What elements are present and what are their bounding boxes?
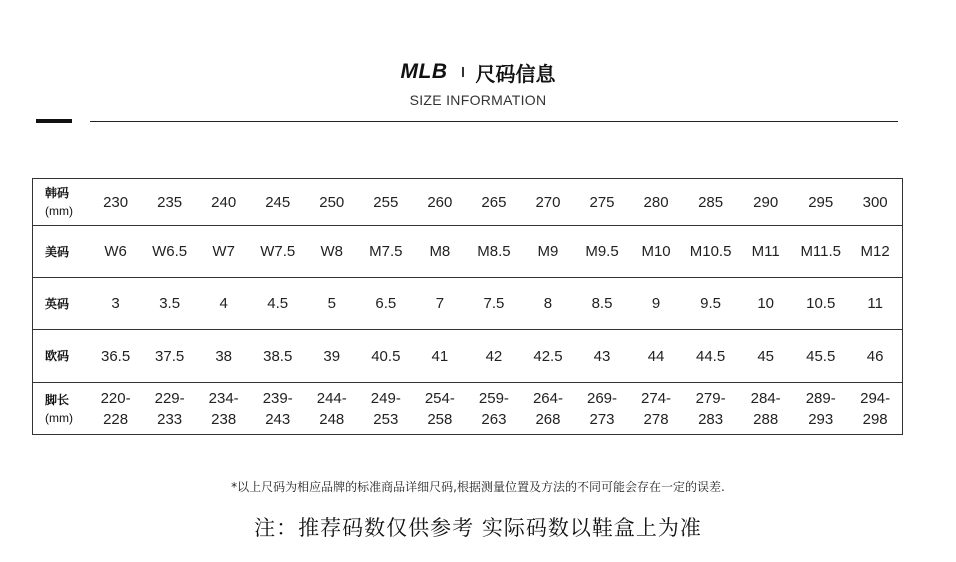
size-cell: 41 [413,330,467,383]
size-chart-table [32,178,903,435]
size-cell: 6.5 [359,278,413,330]
size-cell: 245 [265,193,291,211]
size-cell: 295 [808,193,834,211]
range-end: 273 [589,410,615,428]
size-cell: 44.5 [683,330,738,383]
size-cell: 7 [413,278,467,330]
size-cell: 42.5 [521,330,575,383]
range-end: 283 [698,410,724,428]
size-cell: 5 [305,278,359,330]
range-end: 258 [427,410,453,428]
size-cell: 8 [521,278,575,330]
size-cell: W8 [305,226,359,278]
size-cell: 255 [373,193,399,211]
size-cell [143,383,197,435]
size-cell: M11.5 [793,226,848,278]
size-cell [359,383,413,435]
size-cell: 4 [197,278,251,330]
size-cell: 250 [319,193,345,211]
range-start: 249- [370,389,401,407]
range-end: 248 [319,410,345,428]
range-end: 253 [373,410,399,428]
size-cell: 235 [157,193,183,211]
size-cell: 39 [305,330,359,383]
size-cell [793,383,848,435]
page-header [0,58,956,108]
row-header [33,226,89,278]
size-cell: 300 [862,193,888,211]
size-cell: 46 [848,330,902,383]
size-cell: 11 [848,278,902,330]
row-header-label: 英码 [45,296,70,311]
size-cell: 38.5 [251,330,305,383]
range-end: 233 [157,410,183,428]
size-cell: M10.5 [683,226,738,278]
size-tip: 注：推荐码数仅供参考 实际码数以鞋盒上为准 [254,516,702,540]
title-line [0,58,956,86]
range-start: 229- [154,389,185,407]
size-cell: 280 [643,193,669,211]
size-cell: M9 [521,226,575,278]
range-end: 263 [481,410,507,428]
range-end: 228 [103,410,129,428]
header-accent-bar [36,119,72,123]
brand-logo: MLB [400,60,448,83]
size-cell [197,383,251,435]
row-header [33,179,89,226]
range-start: 279- [695,389,726,407]
size-cell [467,383,521,435]
size-cell: M7.5 [359,226,413,278]
size-cell: 36.5 [89,330,143,383]
size-cell: 4.5 [251,278,305,330]
size-cell: 45.5 [793,330,848,383]
size-cell: W6.5 [143,226,197,278]
title-separator [462,67,464,77]
range-end: 298 [862,410,888,428]
table-row [33,278,903,330]
table-row [33,383,903,435]
size-cell: 8.5 [575,278,629,330]
size-cell: 265 [481,193,507,211]
range-end: 238 [211,410,237,428]
size-cell: 3 [89,278,143,330]
size-cell: 37.5 [143,330,197,383]
page-subtitle: SIZE INFORMATION [409,92,547,108]
size-cell: 9.5 [683,278,738,330]
size-cell: 10.5 [793,278,848,330]
page-title: 尺码信息 [475,61,556,86]
size-cell: 43 [575,330,629,383]
size-cell: 45 [738,330,793,383]
size-cell [521,383,575,435]
header-divider [90,121,898,122]
range-start: 234- [208,389,239,407]
size-cell: 3.5 [143,278,197,330]
size-cell: W7 [197,226,251,278]
size-cell: 44 [629,330,683,383]
row-header-label: 美码 [45,244,70,259]
size-cell: 7.5 [467,278,521,330]
size-cell: M9.5 [575,226,629,278]
size-cell: M10 [629,226,683,278]
size-cell: 240 [211,193,237,211]
size-cell: 260 [427,193,453,211]
range-end: 293 [808,410,834,428]
size-cell [251,383,305,435]
size-cell: 40.5 [359,330,413,383]
size-cell: 270 [535,193,561,211]
size-cell: 230 [103,193,129,211]
size-cell: 10 [738,278,793,330]
table-row [33,226,903,278]
row-header-label: 欧码 [45,349,70,363]
size-cell: 9 [629,278,683,330]
size-cell: 275 [589,193,615,211]
size-cell [89,383,143,435]
size-cell [575,383,629,435]
row-header-label: 韩码 [45,186,70,200]
range-end: 243 [265,410,291,428]
range-start: 269- [586,389,618,407]
range-start: 289- [805,389,836,407]
range-start: 294- [860,389,891,407]
range-end: 268 [535,410,561,428]
size-cell [738,383,793,435]
row-header [33,330,89,383]
size-cell: W6 [89,226,143,278]
size-cell: M12 [848,226,902,278]
size-cell [683,383,738,435]
size-cell: 38 [197,330,251,383]
size-cell: 290 [753,193,779,211]
size-cell: W7.5 [251,226,305,278]
disclaimer-note: *以上尺码为相应品牌的标准商品详细尺码,根据测量位置及方法的不同可能会存在一定的误差. [231,480,725,494]
size-cell: M8.5 [467,226,521,278]
size-cell [848,383,902,435]
row-header-label: 脚长 [45,392,70,407]
row-header-unit: (mm) [45,204,73,218]
size-cell: 42 [467,330,521,383]
range-start: 220- [100,389,131,407]
row-header [33,278,89,330]
range-start: 239- [262,389,293,407]
range-end: 278 [643,410,669,428]
range-start: 254- [424,389,455,407]
size-cell: M8 [413,226,467,278]
row-header [33,383,89,435]
table-row [33,179,903,226]
range-start: 264- [532,389,563,407]
size-cell [629,383,683,435]
size-cell: 285 [698,193,724,211]
range-start: 244- [316,389,347,407]
size-cell [413,383,467,435]
range-start: 274- [641,389,672,407]
row-header-unit: (mm) [45,410,73,425]
range-start: 259- [478,389,509,407]
size-cell [305,383,359,435]
size-cell: M11 [738,226,793,278]
range-start: 284- [750,389,781,407]
table-row [33,330,903,383]
range-end: 288 [753,410,779,428]
